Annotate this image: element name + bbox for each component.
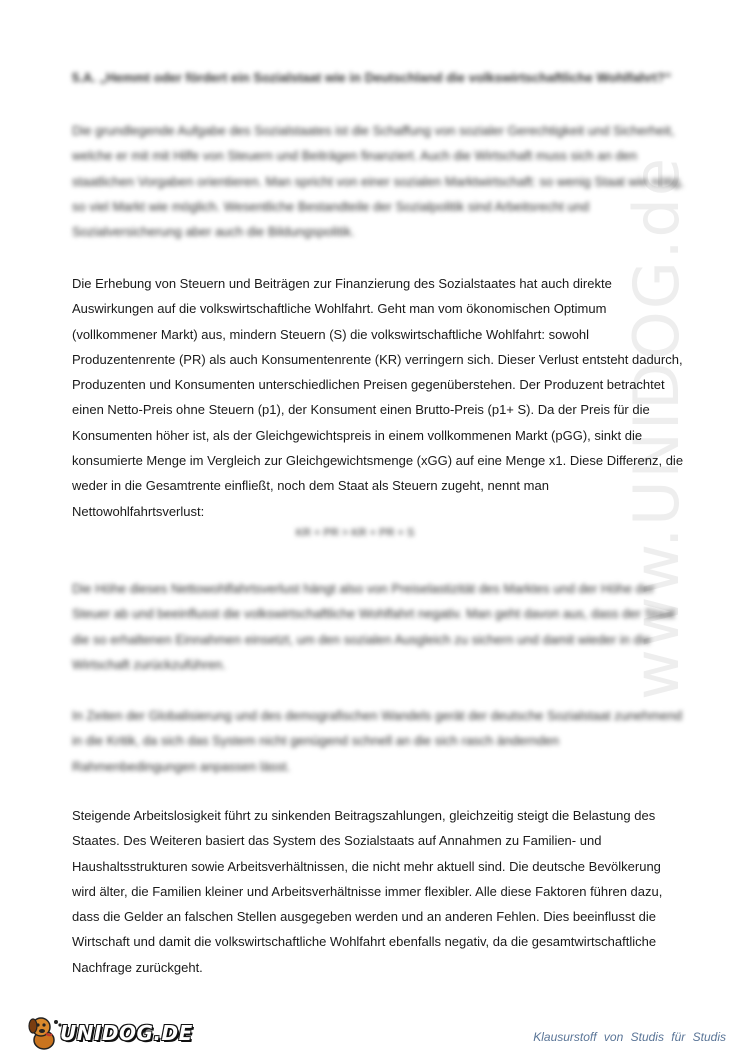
document-title: 5.A. „Hemmt oder fördert ein Sozialstaat wie in Deutschland die volkswirtschaftliche Wohlfahrt?“ [72,70,672,85]
footer-tagline: Klausurstoff von Studis für Studis [533,1030,726,1044]
paragraph-globalization: In Zeiten der Globalisierung und des demografischen Wandels gerät der deutsche Sozialstaat zunehmend in die Kritik, da sich das System nicht genügend schnell an die sich rasch ändernden Rahmenbedingungen anpassen lässt. [72,708,683,774]
paragraph-welfare-loss: Die Höhe dieses Nettowohlfahrtsverlust hängt also von Preiselastizität des Marktes und der Höhe der Steuer ab und beeinflusst die volkswirtschaftliche Wohlfahrt negativ. Man geht davon aus, dass der Staat die so erhaltenen Einnahmen einsetzt, um den sozialen Ausgleich zu sichern und damit wieder in die Wirtschaft zurückzuführen. [72,581,675,672]
watermark: www.UNIDOG.de [620,156,693,700]
paragraph-intro: Die grundlegende Aufgabe des Sozialstaates ist die Schaffung von sozialer Gerechtigkeit und Sicherheit, welche er mit mit Hilfe von Steuern und Beiträgen finanziert. Auch die Wirtschaft muss sich an den staatlichen Vorgaben orientieren. Man spricht von einer sozialen Marktwirtschaft: so wenig Staat wie nötig, so viel Markt wie möglich. Wesentliche Bestandteile der Sozialpolitik sind Arbeitsrecht und Sozialversicherung aber auch die Bildungspolitik. [72,123,684,240]
logo-text: UNIDOG.DE [60,1021,193,1045]
formula: KR + PR > KR + PR + S [295,527,415,539]
unidog-logo [24,1013,193,1053]
paragraph-taxes: Die Erhebung von Steuern und Beiträgen zur Finanzierung des Sozialstaates hat auch direkte Auswirkungen auf die volkswirtschaftliche Wohlfahrt. Geht man vom ökonomischen Optimum (vollkommener Markt) aus, mindern Steuern (S) die volkswirtschaftliche Wohlfahrt: sowohl Produzentenrente (PR) als auch Konsumentenrente (KR) verringern sich. Dieser Verlust entsteht dadurch, Produzenten und Konsumenten unterschiedlichen Preisen gegenüberstehen. Der Produzent betrachtet einen Netto-Preis ohne Steuern (p1), der Konsument einen Brutto-Preis (p1+ S). Da der Preis für die Konsumenten höher ist, als der Gleichgewichtspreis in einem vollkommenen Markt (pGG), sinkt die konsumierte Menge im Vergleich zur Gleichgewichtsmenge (xGG) auf eine Menge x1. Diese Differenz, die weder in die Gesamtrente einfließt, noch dem Staat als Steuern zugeht, nennt man Nettowohlfahrtsverlust: [72,276,684,519]
paragraph-unemployment: Steigende Arbeitslosigkeit führt zu sinkenden Beitragszahlungen, gleichzeitig steigt die Belastung des Staates. Des Weiteren basiert das System des Sozialstaats auf Annahmen zu Familien- und Haushaltsstrukturen sowie Arbeitsverhältnissen, die nicht mehr aktuell sind. Die deutsche Bevölkerung wird älter, die Familien kleiner und Arbeitsverhältnisse immer flexibler. Alle diese Faktoren führen dazu, dass die Gelder an falschen Stellen ausgegeben werden und an anderen Fehlen. Dies beeinflusst die Wirtschaft und damit die volkswirtschaftliche Wohlfahrt ebenfalls negativ, da die gesamtwirtschaftliche Nachfrage zurückgeht. [72,808,663,975]
dog-mascot-icon [24,1013,64,1053]
